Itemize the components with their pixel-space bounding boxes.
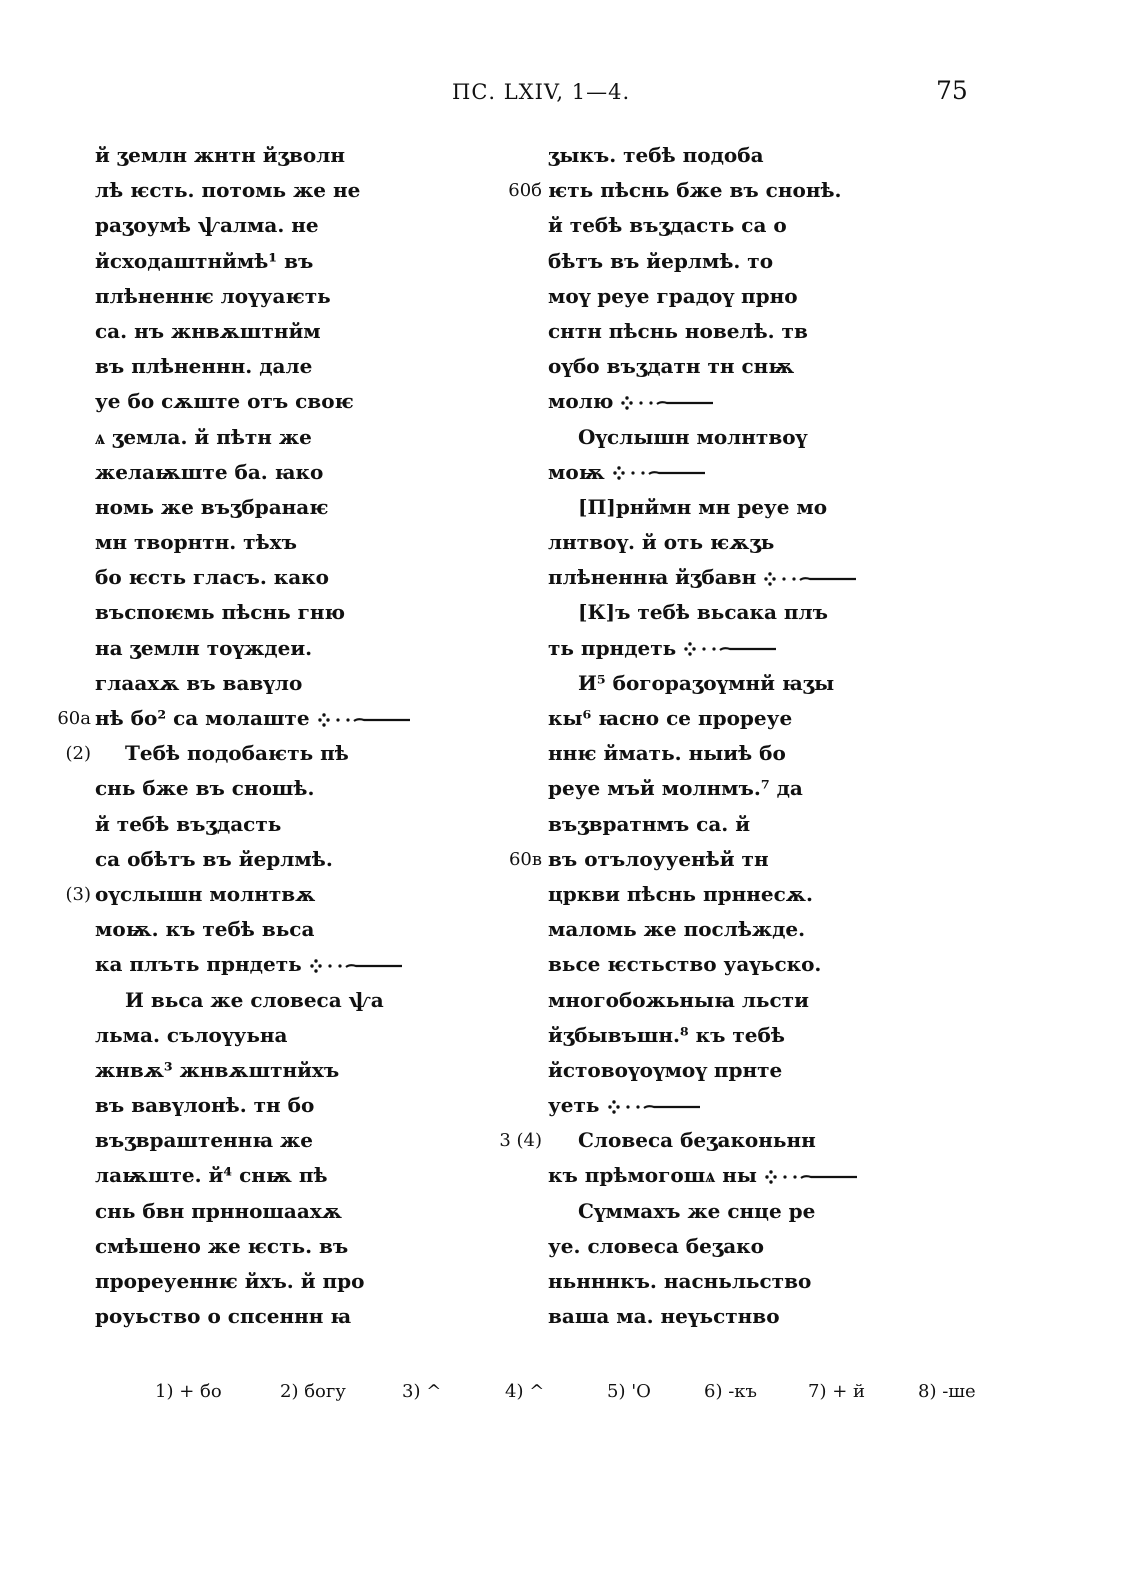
line-text: ѧ ʒемла. й пѣтн же — [95, 424, 312, 449]
line-text: въʒвратнмъ са. й — [548, 811, 751, 836]
footnote-label: 4) — [505, 1381, 524, 1402]
page-number: 75 — [936, 76, 968, 105]
line-text: многобожьныꙗ льсти — [548, 987, 809, 1012]
footnote-label: 3) — [402, 1381, 421, 1402]
text-line — [95, 455, 435, 490]
line-text: Тебѣ подобаѥть пѣ — [125, 741, 349, 766]
text-line — [95, 279, 435, 314]
line-text: плѣненнꙗ йʒбавн — [548, 565, 757, 590]
text-line — [95, 983, 435, 1018]
verse-end-mark-icon — [613, 465, 709, 481]
text-line — [65, 736, 435, 771]
text-line — [548, 701, 878, 736]
text-line — [548, 1018, 878, 1053]
line-text: въспоѥмь пѣснь гню — [95, 600, 346, 625]
footnote — [155, 1381, 222, 1402]
margin-reference: (3) — [65, 883, 91, 905]
text-line — [548, 983, 878, 1018]
line-text: къ прѣмогошѧ ны — [548, 1163, 757, 1188]
text-line — [65, 877, 435, 912]
footnote-text: -ше — [936, 1381, 976, 1402]
line-text: въ отълоууенѣй тн — [548, 846, 769, 871]
footnote — [704, 1381, 757, 1402]
line-text: й тебѣ въʒдасть са о — [548, 213, 787, 238]
line-text: [П]рнймн мн реуе мо — [578, 494, 828, 519]
footnote-label: 6) — [704, 1381, 723, 1402]
text-line — [548, 1158, 878, 1193]
text-line — [548, 666, 878, 701]
text-line — [548, 1229, 878, 1264]
footnote-text: ^ — [420, 1381, 442, 1402]
line-text: уе. словеса беʒако — [548, 1233, 764, 1258]
line-text: ннѥ ймать. ныиѣ бо — [548, 741, 786, 766]
text-line — [95, 1053, 435, 1088]
line-text: снь бвн прнношаахѫ — [95, 1198, 342, 1223]
text-line — [95, 912, 435, 947]
line-text: кы⁶ ꙗсно се прореуе — [548, 706, 793, 730]
line-text: ѥть пѣснь бже въ снонѣ. — [548, 178, 842, 203]
text-line — [95, 420, 435, 455]
text-line — [57, 701, 435, 736]
left-text-column — [57, 138, 435, 1334]
line-text: ть прндеть — [548, 635, 677, 660]
verse-end-mark-icon — [621, 395, 717, 411]
text-line — [548, 1264, 878, 1299]
text-line — [548, 1194, 878, 1229]
text-line — [95, 947, 435, 982]
line-text: ʒыкъ. тебѣ подоба — [548, 143, 764, 167]
line-text: льма. сълоүуьна — [95, 1022, 288, 1047]
line-text: й ʒемлн жнтн йʒволн — [95, 143, 345, 167]
text-line — [95, 138, 435, 173]
line-text: жнвѫ³ жнвѫштнйхъ — [95, 1057, 340, 1082]
footnote-label: 2) — [280, 1381, 299, 1402]
text-line — [95, 384, 435, 419]
line-text: И⁵ богораʒоүмнй ꙗʒы — [578, 670, 835, 695]
text-line — [95, 560, 435, 595]
text-line — [548, 349, 878, 384]
line-text: Словеса беʒаконьнн — [578, 1128, 816, 1153]
line-text: йʒбывъшн.⁸ къ тебѣ — [548, 1022, 785, 1047]
text-line — [95, 244, 435, 279]
margin-reference: 3 (4) — [499, 1130, 542, 1152]
footnote — [280, 1381, 346, 1402]
text-line — [548, 912, 878, 947]
line-text: лѣ ѥсть. потомь же не — [95, 178, 361, 203]
line-text: номь же въʒбранаѥ — [95, 494, 329, 519]
line-text: снтн пѣснь новелѣ. тв — [548, 318, 808, 343]
line-text: бѣтъ въ йерлмѣ. то — [548, 248, 774, 273]
text-line — [548, 1053, 878, 1088]
footnotes — [0, 1381, 1140, 1411]
footnote-label: 7) — [808, 1381, 827, 1402]
line-text: въʒвраштеннꙗ же — [95, 1128, 313, 1153]
text-line — [548, 807, 878, 842]
line-text: снь бже въ сношѣ. — [95, 776, 315, 801]
line-text: бо ѥсть гласъ. како — [95, 565, 329, 590]
text-line — [499, 1123, 878, 1158]
text-line — [95, 208, 435, 243]
line-text: уеть — [548, 1093, 600, 1118]
line-text: смѣшено же ѥсть. въ — [95, 1233, 349, 1258]
line-text: оүбо въʒдатн тн снѭ — [548, 354, 795, 379]
verse-end-mark-icon — [765, 1169, 861, 1185]
right-text-column — [499, 138, 878, 1334]
line-text: И вьса же словеса ѱа — [125, 987, 384, 1012]
text-line — [548, 420, 878, 455]
line-text: са обѣтъ въ йерлмѣ. — [95, 846, 333, 871]
text-line — [548, 455, 878, 490]
line-text: лаѭште. й⁴ снѭ пѣ — [95, 1163, 328, 1188]
line-text: молю — [548, 389, 614, 414]
line-text: вьсе ѥстьство уаүьско. — [548, 952, 822, 977]
text-line — [548, 138, 878, 173]
text-line — [95, 1123, 435, 1158]
text-line — [548, 947, 878, 982]
line-text: лнтвоү. й оть ѥѫʒь — [548, 530, 775, 555]
line-text: роуьство о спсеннн ꙗ — [95, 1304, 352, 1329]
text-line — [548, 490, 878, 525]
line-text: маломь же послѣжде. — [548, 917, 806, 942]
text-line — [95, 842, 435, 877]
footnote — [607, 1381, 651, 1402]
text-line — [548, 736, 878, 771]
footnote — [402, 1381, 441, 1402]
text-line — [95, 173, 435, 208]
text-line — [95, 666, 435, 701]
footnote-text: 'О — [625, 1381, 651, 1402]
text-line — [95, 1018, 435, 1053]
footnote — [505, 1381, 544, 1402]
footnote-text: + бо — [173, 1381, 222, 1402]
line-text: ка плъть прндеть — [95, 952, 302, 977]
line-text: й тебѣ въʒдасть — [95, 811, 282, 836]
text-line — [548, 208, 878, 243]
line-text: Сүммахъ же снце ре — [578, 1198, 816, 1223]
text-line — [95, 1229, 435, 1264]
line-text: нѣ бо² са молаште — [95, 706, 310, 730]
text-line — [548, 595, 878, 630]
text-line — [548, 244, 878, 279]
text-line — [95, 349, 435, 384]
text-line — [95, 631, 435, 666]
footnote-text: богу — [298, 1381, 346, 1402]
margin-reference: 60в — [508, 848, 542, 870]
footnote-label: 1) — [155, 1381, 174, 1402]
verse-end-mark-icon — [764, 571, 860, 587]
line-text: моү реуе градоү прно — [548, 283, 798, 308]
line-text: плѣненнѥ лоүуаѥть — [95, 283, 331, 308]
text-line — [95, 1264, 435, 1299]
footnote-label: 5) — [607, 1381, 626, 1402]
line-text: ньнннкъ. насньльство — [548, 1269, 812, 1293]
text-line — [95, 771, 435, 806]
line-text: реуе мъй молнмъ.⁷ да — [548, 776, 803, 801]
line-text: оүслышн молнтвѫ — [95, 881, 316, 906]
line-text: моѭ — [548, 459, 605, 484]
text-line — [95, 1299, 435, 1334]
line-text: ваша ма. неүьстнво — [548, 1304, 780, 1329]
footnote — [918, 1381, 976, 1402]
line-text: на ʒемлн тоүждеи. — [95, 635, 313, 660]
text-line — [548, 877, 878, 912]
footnote-text: ^ — [523, 1381, 545, 1402]
text-line — [548, 771, 878, 806]
line-text: йстовоүоүмоү прнте — [548, 1057, 783, 1082]
footnote-label: 8) — [918, 1381, 937, 1402]
text-line — [95, 1088, 435, 1123]
text-line — [95, 595, 435, 630]
line-text: прореуеннѥ йхъ. й про — [95, 1269, 365, 1293]
line-text: глаахѫ въ вавүло — [95, 670, 303, 695]
text-line — [548, 1299, 878, 1334]
line-text: желаѭште ба. ꙗко — [95, 459, 324, 484]
text-line — [548, 314, 878, 349]
text-line — [508, 173, 878, 208]
line-text: моѭ. къ тебѣ вьса — [95, 917, 315, 942]
line-text: са. нъ жнвѫштнйм — [95, 318, 321, 343]
line-text: мн творнтн. тѣхъ — [95, 530, 297, 555]
running-title: ПС. LXIV, 1—4. — [452, 80, 631, 104]
line-text: въ плѣненнн. дале — [95, 354, 313, 379]
text-line — [548, 1088, 878, 1123]
text-line — [95, 314, 435, 349]
line-text: йсходаштнймѣ¹ въ — [95, 248, 314, 273]
text-line — [548, 279, 878, 314]
footnote-text: -къ — [722, 1381, 757, 1402]
verse-end-mark-icon — [310, 958, 406, 974]
verse-end-mark-icon — [684, 641, 780, 657]
margin-reference: 60б — [508, 180, 542, 202]
verse-end-mark-icon — [608, 1099, 704, 1115]
line-text: Оүслышн молнтвоү — [578, 424, 808, 449]
line-text: въ вавүлонѣ. тн бо — [95, 1093, 315, 1118]
text-line — [95, 490, 435, 525]
text-line — [95, 1158, 435, 1193]
text-line — [548, 631, 878, 666]
line-text: раʒоумѣ ѱалма. не — [95, 213, 319, 238]
line-text: уе бо сѫште отъ своѥ — [95, 389, 354, 414]
footnote — [808, 1381, 865, 1402]
line-text: [К]ъ тебѣ вьсака плъ — [578, 600, 828, 625]
text-line — [548, 384, 878, 419]
margin-reference: 60а — [57, 708, 91, 729]
text-line — [548, 560, 878, 595]
margin-reference: (2) — [65, 743, 91, 765]
verse-end-mark-icon — [318, 712, 414, 728]
text-line — [548, 525, 878, 560]
text-line — [95, 525, 435, 560]
text-line — [95, 807, 435, 842]
footnote-text: + й — [826, 1381, 866, 1402]
text-line — [95, 1194, 435, 1229]
text-line — [508, 842, 878, 877]
line-text: цркви пѣснь прннесѫ. — [548, 881, 813, 906]
